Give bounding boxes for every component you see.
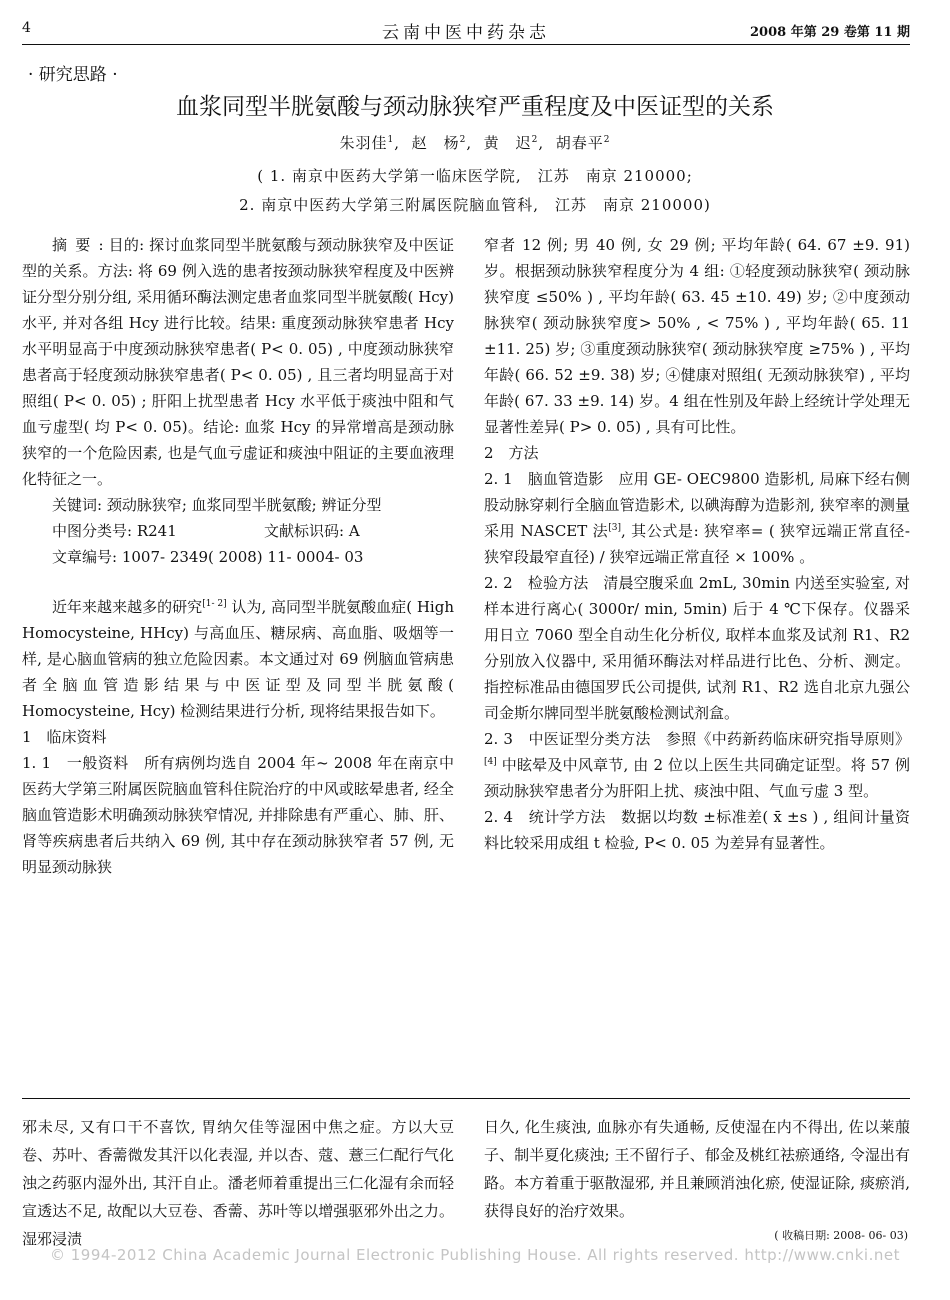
section-2-1-label: 2. 1 脑血管造影: [484, 470, 604, 488]
running-header: [22, 18, 910, 42]
author-affiliation-mark: 2: [603, 135, 611, 145]
article-number: 文章编号: 1007- 2349( 2008) 11- 0004- 03: [52, 548, 364, 566]
intro-text-b: 认为, 高同型半胱氨酸血症( High Homocysteine, HHcy) 与高血压、糖尿病、高血脂、吸烟等一样, 是心脑血管病的独立危险因素。本文通过对 69 例脑血管病患者全脑血管造影结果与中医证型及同型半胱氨酸( Homocysteine, Hcy) 检测结果进行分析, 现将结果报告如下。: [22, 598, 454, 720]
author-name: 朱羽佳: [339, 134, 388, 152]
citation: [3]: [608, 523, 622, 533]
affiliation-1: ( 1. 南京中医药大学第一临床医学院, 江苏 南京 210000;: [257, 167, 693, 185]
abstract-label: 摘要: [52, 236, 99, 254]
introduction-paragraph: [22, 594, 454, 724]
clc-number: 中图分类号: R241: [52, 522, 177, 540]
section-2-heading: 2 方法: [484, 444, 539, 462]
previous-article-left: 邪未尽, 又有口干不喜饮, 胃纳欠佳等湿困中焦之症。方以大豆卷、苏叶、香薷微发其汗以化表湿, 并以杏、蔻、薏三仁配行气化浊之药驱内湿外出, 其汗自止。潘老师着重提出三仁化湿有余而轻宣透达不足, 故配以大豆卷、香薷、苏叶等以增强驱邪外出之力。湿邪浸渍: [22, 1118, 454, 1248]
author-list: 朱羽佳$^1$, 赵 杨$^2$, 黄 迟$^2$, 胡春平$^2$: [339, 134, 611, 152]
page-number: 4: [22, 20, 31, 36]
section-2-2-label: 2. 2 检验方法: [484, 574, 589, 592]
keywords: 关键词: 颈动脉狭窄; 血浆同型半胱氨酸; 辨证分型: [52, 496, 382, 514]
section-2-3: [484, 726, 910, 804]
abstract-text: : 目的: 探讨血浆同型半胱氨酸与颈动脉狭窄及中医证型的关系。方法: 将 69 例入选的患者按颈动脉狭窄程度及中医辨证分型分别分组, 采用循环酶法测定患者血浆同型半胱氨酸( Hcy) 水平, 并对各组 Hcy 进行比较。结果: 重度颈动脉狭窄患者 Hcy 水平明显高于中度颈动脉狭窄患者( P< 0. 05) , 中度颈动脉狭窄患者高于轻度颈动脉狭窄患者( P< 0. 05) , 且三者均明显高于对照组( P< 0. 05) ; 肝阳上扰型患者 Hcy 水平低于痰浊中阻和气血亏虚型( 均 P< 0. 05)。结论: 血浆 Hcy 的异常增高是颈动脉狭窄的一个危险因素, 也是气血亏虚证和痰浊中阻证的主要血液理化特征之一。: [22, 236, 454, 488]
section-divider: [22, 1098, 910, 1099]
column-label: · 研究思路 ·: [28, 65, 118, 85]
section-2-4-text: 数据以均数 ±标准差( x̄ ±s ) , 组间计量资料比较采用成组 t 检验, P< 0. 05 为差异有显著性。: [484, 808, 910, 852]
section-1-1-continued: 窄者 12 例; 男 40 例, 女 29 例; 平均年龄( 64. 67 ±9. 91) 岁。根据颈动脉狭窄程度分为 4 组: ①轻度颈动脉狭窄( 颈动脉狭窄度 ≤50% ) , 平均年龄( 63. 45 ±10. 49) 岁; ②中度颈动脉狭窄( 颈动脉狭窄度> 50% , < 75% ) , 平均年龄( 65. 11 ±11. 25) 岁; ③重度颈动脉狭窄( 颈动脉狭窄度 ≥75% ) , 平均年龄( 66. 52 ±9. 38) 岁; ④健康对照组( 无颈动脉狭窄) , 平均年龄( 67. 33 ±9. 14) 岁。4 组在性别及年龄上经统计学处理无显著性差异( P> 0. 05) , 具有可比性。: [484, 236, 910, 436]
author-name: 赵 杨: [411, 134, 460, 152]
section-2-3-label: 2. 3 中医证型分类方法: [484, 730, 651, 748]
classification-line: [22, 518, 454, 544]
received-date: ( 收稿日期: 2008- 06- 03): [774, 1229, 908, 1242]
section-2-4: [484, 804, 910, 856]
affiliation-2: 2. 南京中医药大学第三附属医院脑血管科, 江苏 南京 210000): [239, 196, 711, 214]
section-2-1: [484, 466, 910, 570]
journal-name: 云南中医中药杂志: [382, 23, 550, 43]
previous-article-right: 日久, 化生痰浊, 血脉亦有失通畅, 反使湿在内不得出, 佐以莱菔子、制半夏化痰浊; 王不留行子、郁金及桃红祛瘀通络, 令湿出有路。本方着重于驱散湿邪, 并且兼顾消浊化瘀, 使湿证除, 痰瘀消, 获得良好的治疗效果。: [484, 1118, 910, 1220]
section-2-2-text: 清晨空腹采血 2mL, 30min 内送至实验室, 对样本进行离心( 3000r/ min, 5min) 后于 4 ℃下保存。仪器采用日立 7060 型全自动生化分析仪, 取样本血浆及试剂 R1、R2 分别放入仪器中, 采用循环酶法对样品进行比色、分析、测定。指控标准品由德国罗氏公司提供, 试剂 R1、R2 选自北京九强公司金斯尔牌同型半胱氨酸检测试剂盒。: [484, 574, 911, 722]
author-name: 胡春平: [555, 134, 604, 152]
section-2-4-label: 2. 4 统计学方法: [484, 808, 606, 826]
intro-text-a: 近年来越来越多的研究: [52, 598, 203, 616]
section-2-3-text-a: 参照《中药新药临床研究指导原则》: [650, 730, 910, 748]
author-affiliation-mark: 1: [387, 135, 395, 145]
copyright-footer: © 1994-2012 China Academic Journal Electronic Publishing House. All rights reserved. http://www.cnki.net: [50, 1246, 900, 1264]
section-2-2: [484, 570, 910, 726]
section-1-1-text: 所有病例均选自 2004 年~ 2008 年在南京中医药大学第三附属医院脑血管科住院治疗的中风或眩晕患者, 经全脑血管造影术明确颈动脉狭窄情况, 并排除患有严重心、肺、肝、肾等疾病患者后共纳入 69 例, 其中存在颈动脉狭窄者 57 例, 无明显颈动脉狭: [22, 754, 454, 876]
citation: [4]: [484, 757, 497, 767]
article-title: 血浆同型半胱氨酸与颈动脉狭窄严重程度及中医证型的关系: [176, 94, 774, 120]
section-2-1-text-b: , 其公式是: 狭窄率= ( 狭窄远端正常直径- 狭窄段最窄直径) / 狭窄远端正常直径 × 100% 。: [484, 522, 911, 566]
issue-info: 2008 年第 29 卷第 11 期: [750, 25, 910, 40]
author-affiliation-mark: 2: [531, 135, 539, 145]
document-code: 文献标识码: A: [264, 522, 360, 540]
header-rule: [22, 44, 910, 45]
section-1-1: [22, 750, 454, 880]
citation: [1- 2]: [202, 599, 227, 609]
left-column: [22, 232, 454, 880]
abstract: [22, 232, 454, 492]
author-affiliation-mark: 2: [459, 135, 467, 145]
section-1-1-label: 1. 1 一般资料: [22, 754, 129, 772]
section-2-3-text-b: 中眩晕及中风章节, 由 2 位以上医生共同确定证型。将 57 例颈动脉狭窄患者分为肝阳上扰、痰浊中阻、气血亏虚 3 型。: [484, 756, 910, 800]
author-name: 黄 迟: [483, 134, 532, 152]
section-1-heading: 1 临床资料: [22, 728, 107, 746]
section-2-1-text-a: 应用 GE- OEC9800 造影机, 局麻下经右侧股动脉穿刺行全脑血管造影术, 以碘海醇为造影剂, 狭窄率的测量采用 NASCET 法: [484, 470, 911, 540]
right-column: [484, 232, 910, 856]
